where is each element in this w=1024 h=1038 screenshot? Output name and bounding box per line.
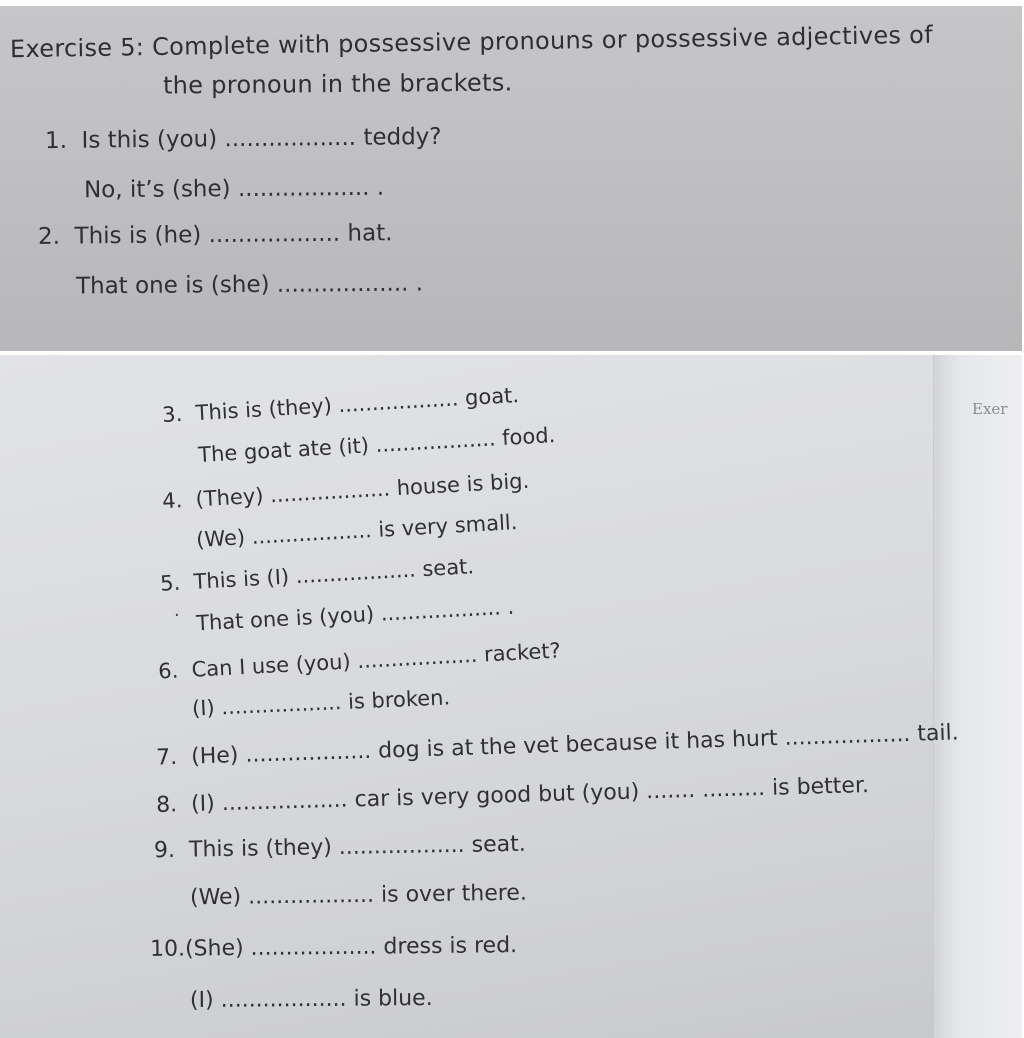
answer-blank[interactable]: .................. <box>374 426 497 458</box>
item-4-line-a <box>162 469 530 513</box>
sentence-end: . <box>408 270 424 297</box>
item-number: 2. <box>37 223 61 250</box>
sentence-start: Can I use (you) <box>191 649 358 682</box>
sentence-start: (We) <box>189 884 249 911</box>
item-1-line-a <box>45 124 442 154</box>
sentence-end: seat. <box>415 554 475 582</box>
sentence-start: (I) <box>191 695 222 721</box>
sentence-start: (He) <box>190 742 246 770</box>
sentence-start: This is (he) <box>74 222 209 250</box>
item-5-line-b <box>196 595 515 636</box>
answer-blank[interactable]: .................. <box>337 386 460 418</box>
next-page-fragment: Exer <box>972 400 1008 418</box>
item-number: 7. <box>155 744 178 771</box>
exercise-title-line1: Exercise 5: Complete with possessive pronouns or possessive adjectives of <box>9 20 934 64</box>
item-2-line-b <box>76 270 423 299</box>
photo-bottom <box>0 355 1022 1038</box>
answer-blank-2[interactable]: ....... ......... <box>645 775 766 805</box>
answer-blank[interactable]: .................. <box>237 174 370 202</box>
sentence-end: . <box>500 594 515 620</box>
item-number: 10. <box>149 936 186 962</box>
sentence-end: house is big. <box>389 468 530 501</box>
stray-mark: · <box>174 605 180 626</box>
answer-blank[interactable]: .................. <box>250 934 377 961</box>
sentence-end: is over there. <box>373 880 528 908</box>
next-page-edge <box>933 355 1022 1038</box>
item-5-line-a <box>160 554 475 596</box>
item-number: 4. <box>161 488 183 514</box>
item-number: 9. <box>153 837 176 864</box>
answer-blank[interactable]: .................. <box>220 690 342 720</box>
sentence-end: tail. <box>909 720 960 747</box>
sentence-end: teddy? <box>355 123 442 151</box>
sentence-end: is very small. <box>370 510 518 543</box>
item-10-line-b <box>190 986 433 1013</box>
answer-blank[interactable]: .................. <box>276 270 409 298</box>
sentence-start: This is (they) <box>188 835 340 863</box>
item-8 <box>156 773 869 818</box>
item-6-line-a <box>158 638 562 683</box>
sentence-end: food. <box>494 423 556 451</box>
sentence-middle: dog is at the vet because it has hurt <box>370 725 785 764</box>
item-number: 6. <box>157 658 179 684</box>
sentence-end: is better. <box>764 773 870 801</box>
sentence-end: hat. <box>340 220 393 247</box>
item-number: 1. <box>44 127 68 155</box>
item-9-line-b <box>190 881 527 911</box>
item-number: 3. <box>161 401 183 427</box>
sentence-start: (I) <box>189 987 221 1014</box>
sentence-start: This is (they) <box>194 393 340 426</box>
item-6-line-b <box>192 685 451 720</box>
sentence-end: seat. <box>464 831 526 858</box>
sentence-end: racket? <box>476 638 562 667</box>
answer-blank[interactable]: .................. <box>295 557 417 589</box>
sentence-end: is broken. <box>340 685 451 715</box>
answer-blank[interactable]: .................. <box>269 476 391 508</box>
item-9-line-a <box>154 832 526 863</box>
sentence-start: The goat ate (it) <box>197 433 377 467</box>
answer-blank-2[interactable]: .................. <box>784 721 911 751</box>
sentence-start: (We) <box>195 524 253 552</box>
answer-blank[interactable]: .................. <box>251 518 373 549</box>
answer-blank[interactable]: .................. <box>221 787 348 817</box>
item-3-line-a <box>162 383 520 427</box>
item-7 <box>156 720 959 770</box>
sentence-start: (I) <box>190 791 223 817</box>
sentence-end: goat. <box>457 383 520 411</box>
sentence-start: This is (I) <box>192 564 297 594</box>
item-2-line-a <box>38 220 393 250</box>
answer-blank[interactable]: .................. <box>208 220 341 249</box>
item-3-line-b <box>198 423 556 467</box>
sentence-end: is blue. <box>346 985 433 1012</box>
sentence-start: That one is (she) <box>75 271 277 300</box>
answer-blank[interactable]: .................. <box>220 986 347 1013</box>
sentence-end: dress is red. <box>376 933 518 960</box>
sentence-start: (She) <box>184 935 251 962</box>
answer-blank[interactable]: .................. <box>380 595 502 626</box>
sentence-start: (They) <box>194 483 271 512</box>
item-10-line-a <box>150 933 517 962</box>
exercise-title-line2: the pronoun in the brackets. <box>162 68 513 100</box>
answer-blank[interactable]: .................. <box>224 124 357 153</box>
answer-blank[interactable]: .................. <box>245 738 372 768</box>
sentence-start: No, it’s (she) <box>83 175 239 204</box>
answer-blank[interactable]: .................. <box>338 832 465 861</box>
photo-top <box>0 6 1022 351</box>
item-4-line-b <box>196 510 518 552</box>
sentence-middle: car is very good but (you) <box>347 779 647 813</box>
sentence-start: That one is (you) <box>195 601 382 636</box>
item-number: 8. <box>155 792 178 818</box>
sentence-end: . <box>369 174 385 201</box>
answer-blank[interactable]: .................. <box>356 642 478 674</box>
item-1-line-b <box>84 175 384 204</box>
sentence-start: Is this (you) <box>81 126 225 154</box>
answer-blank[interactable]: .................. <box>248 882 375 910</box>
item-number: 5. <box>159 570 181 596</box>
